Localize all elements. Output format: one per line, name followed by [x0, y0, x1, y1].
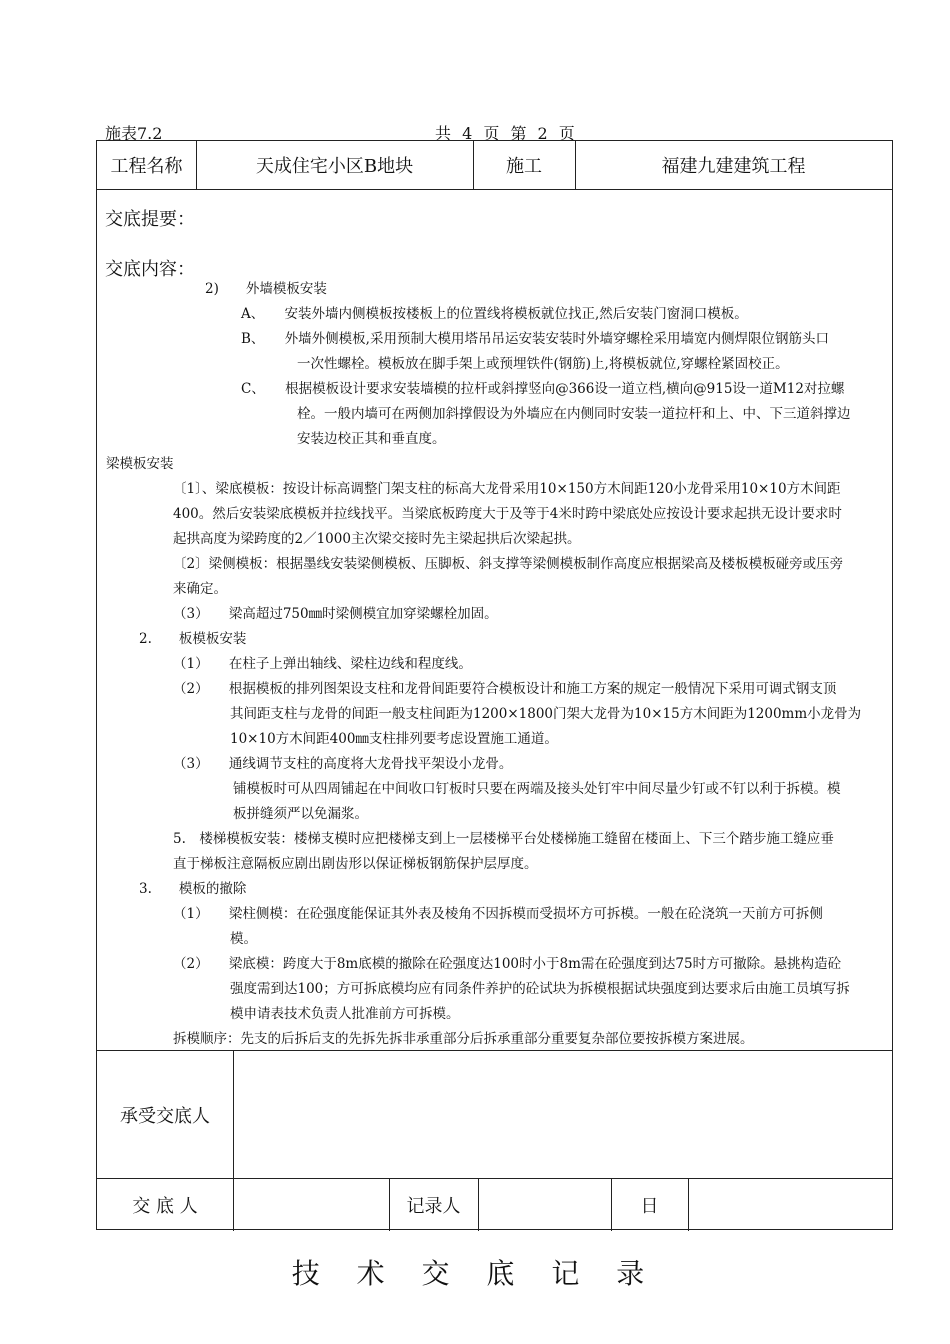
content-line: 来确定。: [173, 581, 227, 597]
content-line: 强度需到达100；方可拆底模均应有同条件养护的砼试块为拆模根据试块强度到达要求后由施工员填写拆: [230, 981, 850, 997]
content-line: （3） 梁高超过750㎜时梁侧模宜加穿梁螺栓加固。: [173, 606, 498, 622]
page-info: 共 4 页 第 2 页: [435, 124, 575, 143]
content-line: 其间距支柱与龙骨的间距一般支柱间距为1200×1800门架大龙骨为10×15方木间距为1200mm小龙骨为: [230, 706, 862, 722]
content-line: （1） 在柱子上弹出轴线、梁柱边线和程度线。: [173, 656, 472, 672]
content-line: 5. 楼梯模板安装：楼梯支模时应把楼梯支到上一层楼梯平台处楼梯施工缝留在楼面上、下三个踏步施工缝应垂: [173, 831, 834, 847]
content-line: A、 安装外墙内侧模板按楼板上的位置线将模板就位找正,然后安装门窗洞口模板。: [241, 306, 748, 322]
content-line: 梁模板安装: [106, 456, 174, 472]
project-name-label: 工程名称: [110, 156, 183, 177]
content-line: 400。然后安装梁底模板并拉线找平。当梁底板跨度大于及等于4米时跨中梁底处应按设计要求起拱无设计要求时: [173, 506, 842, 522]
content-line: 一次性螺栓。模板放在脚手架上或预埋铁件(钢筋)上,将模板就位,穿螺栓紧固校正。: [297, 356, 789, 372]
summary-label: 交底提要：: [105, 209, 195, 230]
content-line: （2） 根据模板的排列图架设支柱和龙骨间距要符合模板设计和施工方案的规定一般情况下采用可调式钢支顶: [173, 681, 837, 697]
content-line: 10×10方木间距400㎜支柱排列要考虑设置施工通道。: [230, 731, 558, 747]
recorder-label: 记录人: [406, 1196, 461, 1217]
content-line: 栓。一般内墙可在两侧加斜撑假设为外墙应在内侧同时安装一道拉杆和上、中、下三道斜撑边: [297, 406, 851, 422]
content-line: 起拱高度为梁跨度的2／1000主次梁交接时先主梁起拱后次梁起拱。: [173, 531, 581, 547]
content-line: 3. 模板的撤除: [139, 881, 247, 897]
content-line: 2) 外墙模板安装: [205, 281, 327, 297]
document-title: 技 术 交 底 记 录: [291, 1257, 659, 1290]
project-name-value: 天成住宅小区B地块: [255, 156, 414, 177]
content-line: 2. 板模板安装: [139, 631, 247, 647]
content-line: （3） 通线调节支柱的高度将大龙骨找平架设小龙骨。: [173, 756, 513, 772]
content-line: B、 外墙外侧模板,采用预制大模用塔吊吊运安装安装时外墙穿螺栓采用墙宽内侧焊限位钢筋头口: [241, 331, 829, 347]
content-line: 拆模顺序：先支的后拆后支的先拆先拆非承重部分后拆承重部分重要复杂部位要按拆模方案进展。: [173, 1031, 754, 1047]
content-line: 直于梯板注意隔板应剧出剧齿形以保证梯板钢筋保护层厚度。: [173, 856, 538, 872]
content-line: 铺模板时可从四周铺起在中间收口钉板时只要在两端及接头处钉牢中间尽量少钉或不钉以利于拆模。模: [233, 781, 841, 797]
content-line: （1） 梁柱侧模：在砼强度能保证其外表及棱角不因拆模而受损坏方可拆模。一般在砼浇筑一天前方可拆侧: [173, 906, 823, 922]
content-line: 〔1〕、梁底模板：按设计标高调整门架支柱的标高大龙骨采用10×150方木间距120小龙骨采用10×10方木间距: [173, 481, 841, 497]
construction-value: 福建九建建筑工程: [661, 156, 806, 177]
info-row: [97, 141, 892, 190]
signature-section: [97, 1050, 892, 1231]
disclosure-table: [96, 140, 893, 1230]
content-line: （2） 梁底模：跨度大于8m底模的撤除在砼强度达100时小于8m需在砼强度到达75时方可撤除。悬挑构造砼: [173, 956, 842, 972]
receiver-label: 承受交底人: [120, 1105, 210, 1127]
content-line: 安装边校正其和垂直度。: [297, 431, 446, 447]
content-label: 交底内容：: [105, 259, 195, 280]
content-line: 板拼缝须严以免漏浆。: [233, 806, 368, 822]
content-line: 〔2〕梁侧模板：根据墨线安装梁侧模板、压脚板、斜支撑等梁侧模板制作高度应根据梁高及楼板模板碰旁或压旁: [173, 556, 844, 572]
date-label: 日: [640, 1196, 659, 1217]
content-line: 模申请表技术负责人批准前方可拆模。: [230, 1006, 460, 1022]
content-line: 模。: [230, 931, 257, 947]
construction-label: 施工: [506, 156, 542, 177]
content-line: C、 根据模板设计要求安装墙模的拉杆或斜撑竖向@366设一道立档,横向@915设一道M12对拉螺: [241, 381, 845, 397]
discloser-label: 交 底 人: [132, 1196, 198, 1217]
form-number: 施表7.2: [105, 124, 163, 143]
